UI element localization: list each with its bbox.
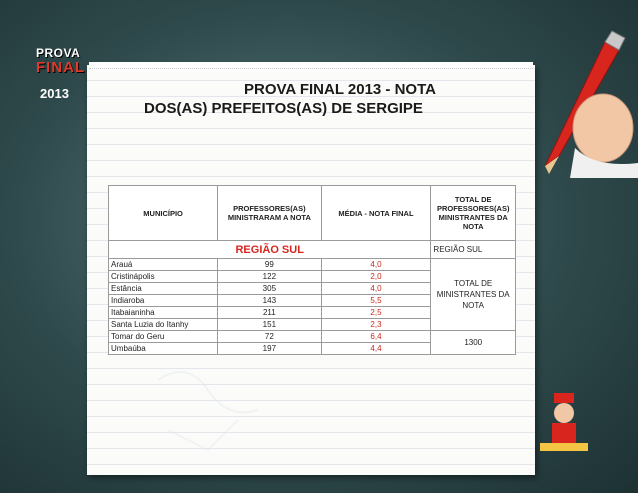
- cell-municipio: Tomar do Geru: [109, 331, 218, 343]
- cell-nota: 4,4: [321, 343, 431, 355]
- page-title: [140, 80, 500, 118]
- cell-professores: 151: [218, 319, 321, 331]
- title-line1: PROVA FINAL 2013 - NOTA: [244, 81, 436, 98]
- cell-professores: 305: [218, 283, 321, 295]
- total-label-cell: TOTAL DE MINISTRANTES DA NOTA: [431, 259, 516, 331]
- table-header-row: [109, 186, 516, 241]
- logo-line2: FINAL: [36, 59, 86, 76]
- year-badge: 2013: [40, 86, 69, 101]
- cell-municipio: Itabaianinha: [109, 307, 218, 319]
- title-line2: DOS(AS) PREFEITOS(AS) DE SERGIPE: [144, 100, 423, 117]
- header-professores: PROFESSORES(AS) MINISTRARAM A NOTA: [218, 186, 321, 241]
- table-row: [109, 331, 516, 343]
- region-label-right: REGIÃO SUL: [431, 241, 516, 259]
- paper-top-strip: [89, 62, 533, 69]
- cell-professores: 72: [218, 331, 321, 343]
- cell-municipio: Umbaúba: [109, 343, 218, 355]
- logo-line1: PROVA: [36, 46, 81, 60]
- header-total: TOTAL DE PROFESSORES(AS) MINISTRANTES DA NOTA: [431, 186, 516, 241]
- cell-nota: 2,5: [321, 307, 431, 319]
- header-municipio: MUNICÍPIO: [109, 186, 218, 241]
- total-value-cell: 1300: [431, 331, 516, 355]
- mascot-illustration: [536, 385, 592, 455]
- region-label: REGIÃO SUL: [109, 241, 431, 259]
- cell-municipio: Arauá: [109, 259, 218, 271]
- region-row: [109, 241, 516, 259]
- results-table: [108, 185, 516, 355]
- cell-municipio: Indiaroba: [109, 295, 218, 307]
- cell-nota: 2,0: [321, 271, 431, 283]
- cell-nota: 6,4: [321, 331, 431, 343]
- cell-professores: 122: [218, 271, 321, 283]
- cell-nota: 2,3: [321, 319, 431, 331]
- cell-nota: 5,5: [321, 295, 431, 307]
- prova-final-logo: [32, 42, 84, 80]
- hand-pencil-illustration: [515, 28, 638, 178]
- cell-nota: 4,0: [321, 259, 431, 271]
- table-row: [109, 259, 516, 271]
- cell-professores: 197: [218, 343, 321, 355]
- cell-municipio: Estância: [109, 283, 218, 295]
- cell-professores: 99: [218, 259, 321, 271]
- cell-municipio: Santa Luzia do Itanhy: [109, 319, 218, 331]
- cell-professores: 143: [218, 295, 321, 307]
- cell-professores: 211: [218, 307, 321, 319]
- chalk-scribble-decoration: [148, 350, 268, 470]
- cell-municipio: Cristinápolis: [109, 271, 218, 283]
- cell-nota: 4,0: [321, 283, 431, 295]
- header-media: MÉDIA - NOTA FINAL: [321, 186, 431, 241]
